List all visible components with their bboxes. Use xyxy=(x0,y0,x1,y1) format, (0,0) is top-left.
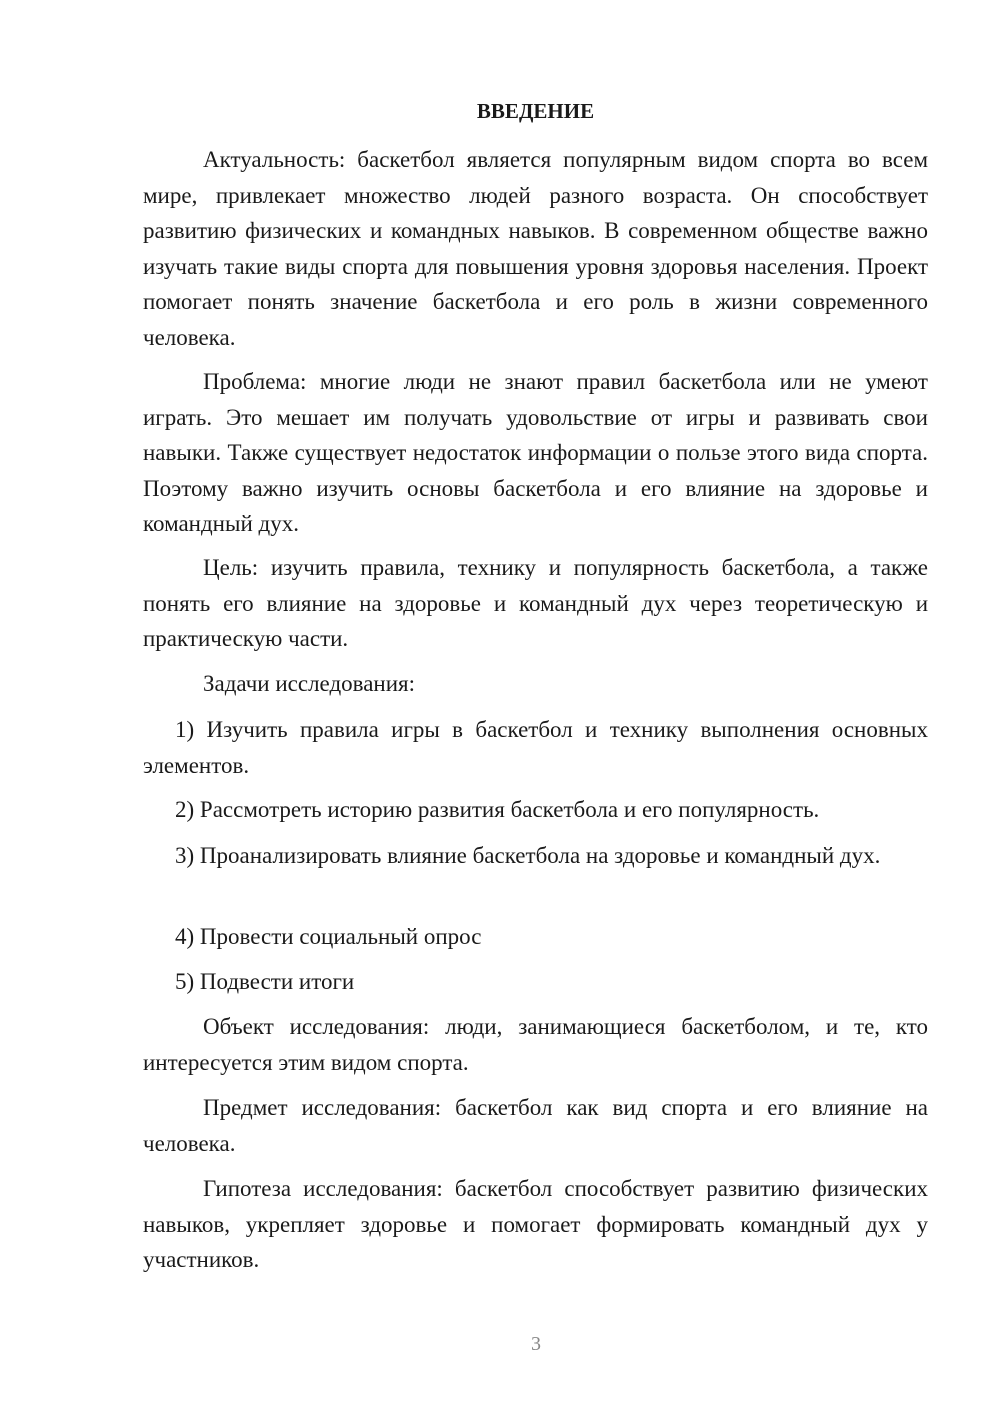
subject-paragraph: Предмет исследования: баскетбол как вид спорта и его влияние на человека. xyxy=(143,1095,928,1156)
relevance-paragraph: Актуальность: баскетбол является популярным видом спорта во всем мире, привлекает множество людей разного возраста. Он способствует развитию физических и командных навыков. В современном обществе важно изучать такие виды спорта для повышения уровня здоровья населения. Проект помогает понять значение баскетбола и его роль в жизни современного человека. xyxy=(143,147,928,350)
task-item-3: 3) Проанализировать влияние баскетбола на здоровье и командный дух. xyxy=(175,843,881,868)
hypothesis-paragraph: Гипотеза исследования: баскетбол способствует развитию физических навыков, укрепляет здоровье и помогает формировать командный дух у участников. xyxy=(143,1176,928,1272)
page-heading: ВВЕДЕНИЕ xyxy=(476,99,595,123)
tasks-heading: Задачи исследования: xyxy=(203,671,416,696)
task-item-1: 1) Изучить правила игры в баскетбол и технику выполнения основных элементов. xyxy=(143,717,928,778)
goal-paragraph: Цель: изучить правила, технику и популярность баскетбола, а также понять его влияние на здоровье и командный дух через теоретическую и практическую части. xyxy=(143,555,928,651)
problem-paragraph: Проблема: многие люди не знают правил баскетбола или не умеют играть. Это мешает им получать удовольствие от игры и развивать свои навыки. Также существует недостаток информации о пользе этого вида спорта. Поэтому важно изучить основы баскетбола и его влияние на здоровье и командный дух. xyxy=(143,369,928,536)
task-item-4: 4) Провести социальный опрос xyxy=(175,924,482,949)
page-number: 3 xyxy=(531,1333,541,1355)
task-item-2: 2) Рассмотреть историю развития баскетбола и его популярность. xyxy=(175,797,820,822)
object-paragraph: Объект исследования: люди, занимающиеся баскетболом, и те, кто интересуется этим видом спорта. xyxy=(143,1014,928,1075)
task-item-5: 5) Подвести итоги xyxy=(175,969,355,994)
